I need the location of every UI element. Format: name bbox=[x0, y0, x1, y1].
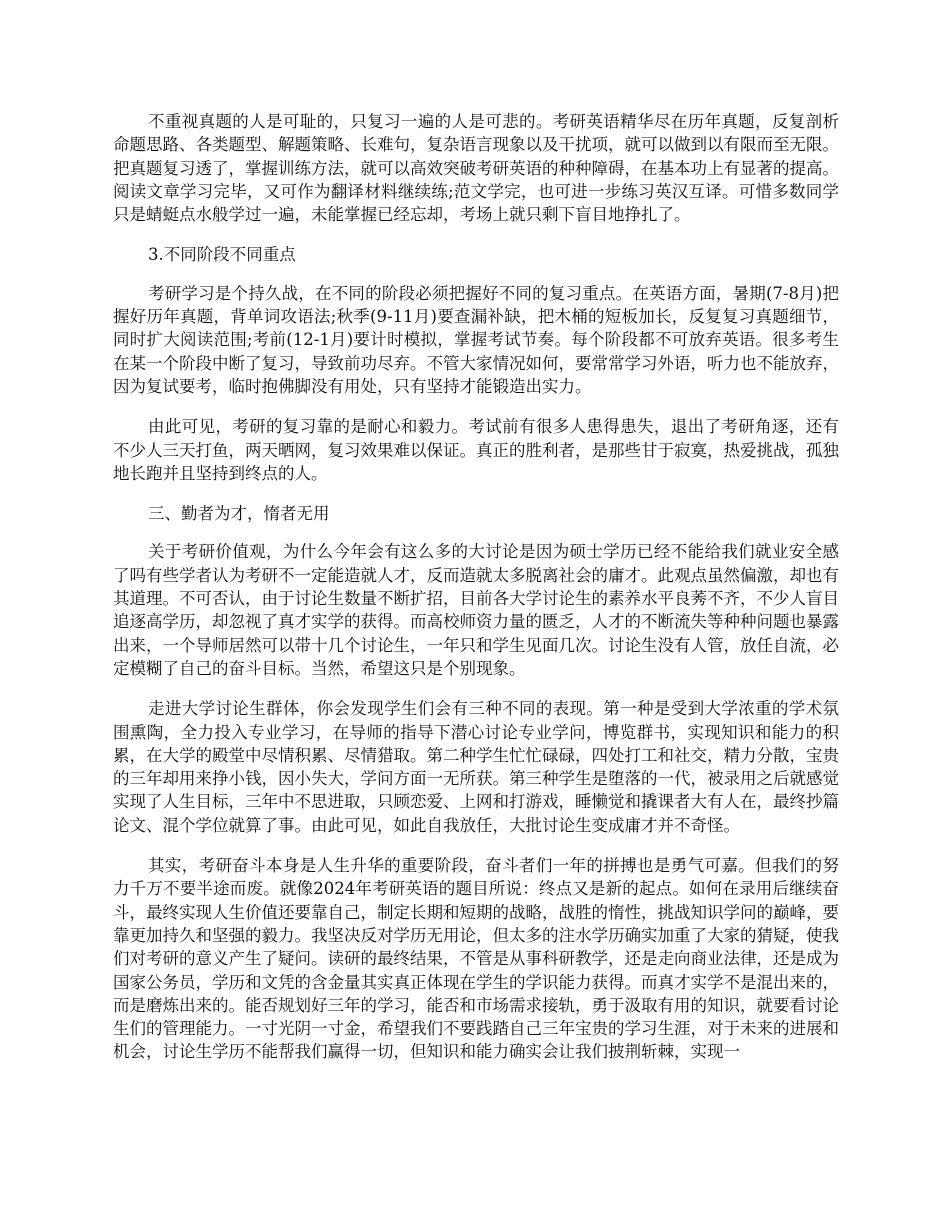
section-heading-stage-focus: 3.不同阶段不同重点 bbox=[148, 245, 296, 265]
paragraph-value-debate: 关于考研价值观，为什么今年会有这么多的大讨论是因为硕士学历已经不能给我们就业安全感了吗有些学者认为考研不一定能造就人才，反而造就太多脱离社会的庸才。此观点虽然偏激，却也有其道理。不可否认，由于讨论生数量不断扩招，目前各大学讨论生的素养水平良莠不齐，不少人盲目追逐高学历，却忽视了真才实学的获得。而高校师资力量的匮乏，人才的不断流失等种种问题也暴露出来，一个导师居然可以带十几个讨论生，一年只和学生见面几次。讨论生没有人管，放任自流，必定模糊了自己的奋斗目标。当然，希望这只是个别现象。 bbox=[113, 542, 839, 678]
paragraph-stage-plan: 考研学习是个持久战，在不同的阶段必须把握好不同的复习重点。在英语方面，暑期(7-8月)把握好历年真题，背单词攻语法;秋季(9-11月)要查漏补缺，把木桶的短板加长，反复复习真题细节，同时扩大阅读范围;考前(12-1月)要计时模拟，掌握考试节奏。每个阶段都不可放弃英语。很多考生在某一个阶段中断了复习，导致前功尽弃。不管大家情况如何，要常常学习外语，听力也不能放弃，因为复试要考，临时抱佛脚没有用处，只有坚持才能锻造出实力。 bbox=[113, 283, 839, 396]
paragraph-real-exam-review: 不重视真题的人是可耻的，只复习一遍的人是可悲的。考研英语精华尽在历年真题，反复剖析命题思路、各类题型、解题策略、长难句，复杂语言现象以及干扰项，就可以做到以有限而至无限。把真题复习透了，掌握训练方法，就可以高效突破考研英语的种种障碍，在基本功上有显著的提高。阅读文章学习完毕，又可作为翻译材料继续练;范文学完，也可进一步练习英汉互译。可惜多数同学只是蜻蜓点水般学过一遍，未能掌握已经忘却，考场上就只剩下盲目地挣扎了。 bbox=[113, 112, 839, 225]
paragraph-keep-striving: 其实，考研奋斗本身是人生升华的重要阶段，奋斗者们一年的拼搏也是勇气可嘉。但我们的努力千万不要半途而废。就像2024年考研英语的题目所说：终点又是新的起点。如何在录用后继续奋斗，最终实现人生价值还要靠自己，制定长期和短期的战略，战胜的惰性，挑战知识学问的巅峰，要靠更加持久和坚强的毅力。我坚决反对学历无用论，但太多的注水学历确实加重了大家的猜疑，使我们对考研的意义产生了疑问。读研的最终结果，不管是从事科研教学，还是走向商业法律，还是成为国家公务员，学历和文凭的含金量其实真正体现在学生的学识能力获得。而真才实学不是混出来的，而是磨炼出来的。能否规划好三年的学习，能否和市场需求接轨，勇于汲取有用的知识，就要看讨论生们的管理能力。一寸光阴一寸金，希望我们不要践踏自己三年宝贵的学习生涯，对于未来的进展和机会，讨论生学历不能帮我们赢得一切，但知识和能力确实会让我们披荆斩棘，实现一 bbox=[113, 856, 839, 1062]
paragraph-three-types: 走进大学讨论生群体，你会发现学生们会有三种不同的表现。第一种是受到大学浓重的学术氛围熏陶，全力投入专业学习，在导师的指导下潜心讨论专业学问，博览群书，实现知识和能力的积累，在大学的殿堂中尽情积累、尽情猎取。第二种学生忙忙碌碌，四处打工和社交，精力分散，宝贵的三年却用来挣小钱，因小失大，学问方面一无所获。第三种学生是堕落的一代，被录用之后就感觉实现了人生目标，三年中不思进取，只顾恋爱、上网和打游戏，睡懒觉和撬课者大有人在，最终抄篇论文、混个学位就算了事。由此可见，如此自我放任，大批讨论生变成庸才并不奇怪。 bbox=[113, 699, 839, 835]
paragraph-patience-perseverance: 由此可见，考研的复习靠的是耐心和毅力。考试前有很多人患得患失，退出了考研角逐，还有不少人三天打鱼，两天晒网，复习效果难以保证。真正的胜利者，是那些甘于寂寞，热爱挑战，孤独地长跑并且坚持到终点的人。 bbox=[113, 417, 839, 483]
document-body bbox=[113, 110, 839, 1064]
section-heading-diligence: 三、勤者为才，惰者无用 bbox=[148, 504, 330, 524]
